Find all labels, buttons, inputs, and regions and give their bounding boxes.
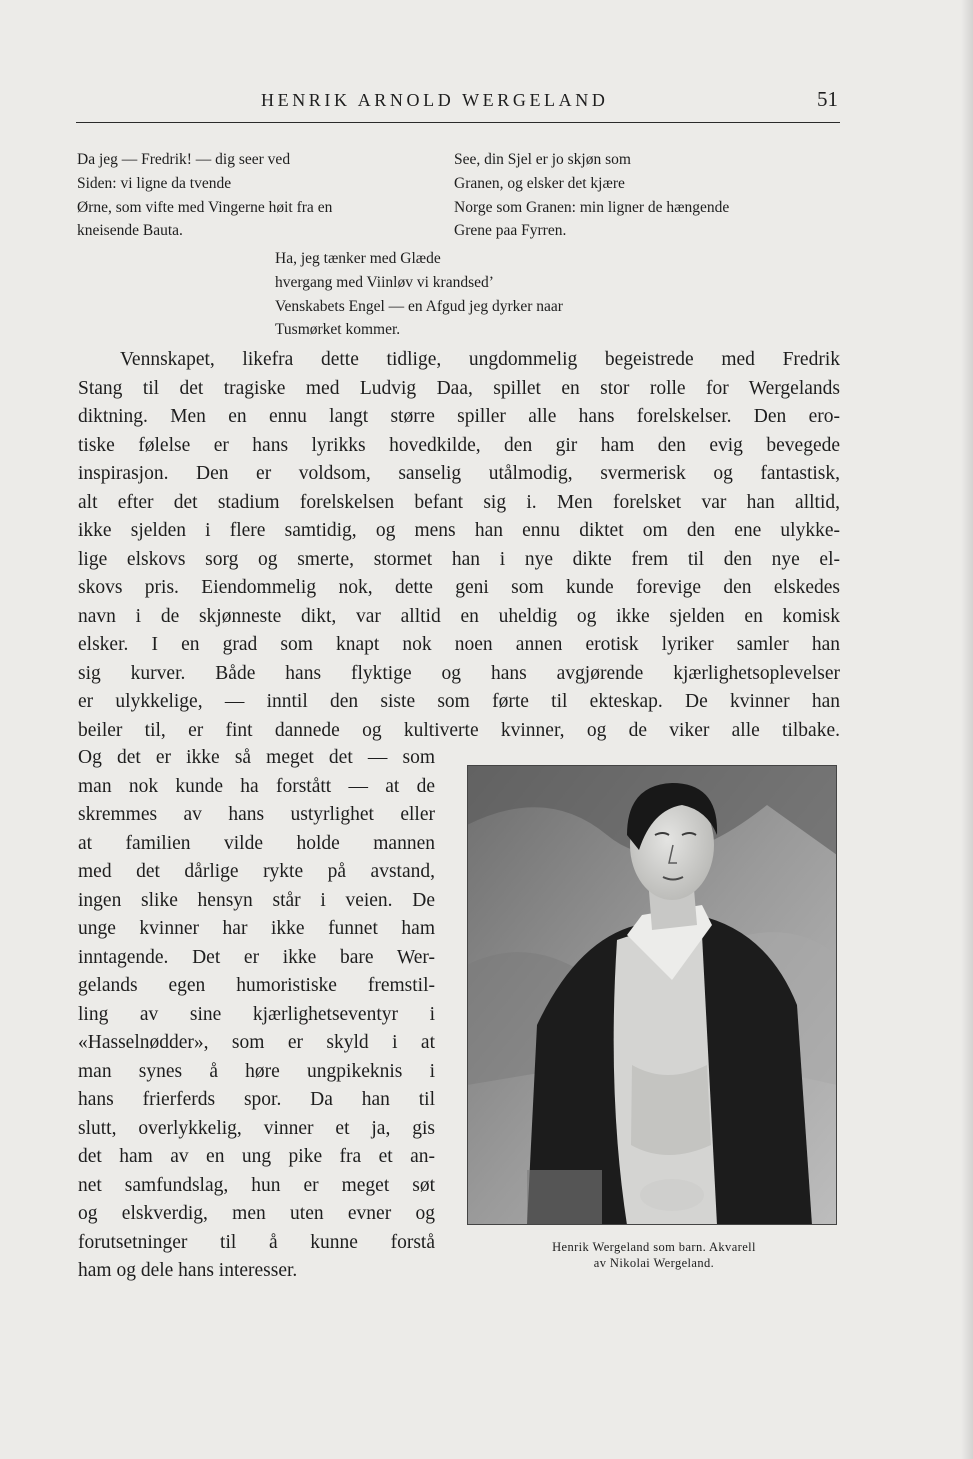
verse-line: Grene paa Fyrren. bbox=[454, 222, 567, 240]
body-line: inspirasjon. Den er voldsom, sanselig utålmodig, svermerisk og fantastisk, bbox=[78, 463, 840, 484]
body-line: tiske følelse er hans lyrikks hovedkilde, den gir ham den evig bevegede bbox=[78, 434, 840, 456]
verse-line: kneisende Bauta. bbox=[77, 222, 183, 240]
verse-line: Granen, og elsker det kjære bbox=[454, 174, 625, 192]
body-line: man synes å høre ungpikeknis i bbox=[78, 1060, 435, 1082]
figure-caption bbox=[500, 1240, 808, 1271]
body-line: ikke sjelden i flere samtidig, og mens han ennu diktet om den ene ulykke- bbox=[78, 520, 840, 541]
body-line: ingen slike hensyn står i veien. De bbox=[78, 889, 435, 911]
body-line: elsker. I en grad som knapt nok noen annen erotisk lyriker samler han bbox=[78, 634, 840, 655]
portrait-watercolor bbox=[467, 765, 837, 1225]
body-line: ling av sine kjærlighetseventyr i bbox=[78, 1003, 435, 1025]
body-line: inntagende. Det er ikke bare Wer- bbox=[78, 946, 435, 968]
body-line: slutt, overlykkelig, vinner et ja, gis bbox=[78, 1117, 435, 1139]
page-edge-shadow bbox=[961, 0, 973, 1459]
body-line: net samfundslag, hun er meget søt bbox=[78, 1174, 435, 1196]
verse-line: Norge som Granen: min ligner de hængende bbox=[454, 198, 730, 216]
body-paragraph bbox=[78, 346, 840, 745]
body-line: Stang til det tragiske med Ludvig Daa, spillet en stor rolle for Wergelands bbox=[78, 377, 840, 399]
body-line: Vennskapet, likefra dette tidlige, ungdommelig begeistrede med Fredrik bbox=[120, 349, 840, 370]
verse-line: Tusmørket kommer. bbox=[275, 321, 401, 339]
running-title: HENRIK ARNOLD WERGELAND bbox=[261, 90, 609, 110]
body-line: Og det er ikke så meget det — som bbox=[78, 747, 435, 768]
verse-line: hvergang med Viinløv vi krandsed’ bbox=[275, 273, 494, 291]
caption-line: av Nikolai Wergeland. bbox=[593, 1255, 715, 1270]
verse-line: Da jeg — Fredrik! — dig seer ved bbox=[77, 151, 291, 168]
body-line: lige elskovs sorg og smerte, stormet han i nye dikte frem til den nye el- bbox=[78, 548, 840, 570]
body-line: hans frierferds spor. Da han til bbox=[78, 1089, 435, 1110]
body-line: gelands egen humoristiske fremstil- bbox=[78, 975, 435, 996]
body-line: at familien vilde holde mannen bbox=[78, 832, 435, 854]
body-line: navn i de skjønneste dikt, var alltid en uheldig og ikke sjelden en komisk bbox=[78, 605, 840, 627]
verse-center bbox=[275, 247, 563, 342]
portrait-illustration bbox=[467, 765, 837, 1225]
body-line: beiler til, er fint dannede og kultiverte kvinner, og de viker alle tilbake. bbox=[78, 719, 840, 741]
body-line: alt efter det stadium forelskelsen befant sig i. Men forelsket var han alltid, bbox=[78, 491, 840, 513]
body-line: ham og dele hans interesser. bbox=[78, 1260, 298, 1281]
page-number: 51 bbox=[817, 87, 838, 111]
caption-line: Henrik Wergeland som barn. Akvarell bbox=[552, 1240, 756, 1254]
verse-right bbox=[454, 148, 729, 243]
body-line: man nok kunde ha forstått — at de bbox=[78, 775, 435, 797]
body-line: sig kurver. Både hans flyktige og hans avgjørende kjærlighetsoplevelser bbox=[78, 662, 840, 684]
body-column-left bbox=[78, 744, 435, 1286]
body-line: diktning. Men en ennu langt større spiller alle hans forelskelser. Den ero- bbox=[78, 406, 840, 427]
verse-line: Siden: vi ligne da tvende bbox=[77, 174, 232, 192]
verse-line: Ørne, som vifte med Vingerne høit fra en bbox=[77, 198, 333, 216]
body-line: skovs pris. Eiendommelig nok, dette geni som kunde forevige den elskedes bbox=[78, 577, 840, 598]
body-line: skremmes av hans ustyrlighet eller bbox=[78, 804, 435, 825]
body-line: unge kvinner har ikke funnet ham bbox=[78, 918, 435, 939]
running-header bbox=[76, 88, 840, 123]
verse-left bbox=[77, 148, 332, 243]
verse-line: Ha, jeg tænker med Glæde bbox=[275, 250, 441, 267]
body-line: det ham av en ung pike fra et an- bbox=[78, 1146, 435, 1167]
body-line: forutsetninger til å kunne forstå bbox=[78, 1231, 435, 1253]
verse-line: See, din Sjel er jo skjøn som bbox=[454, 151, 631, 168]
body-line: «Hasselnødder», som er skyld i at bbox=[78, 1032, 435, 1053]
hand bbox=[640, 1179, 704, 1211]
body-line: og elskverdig, men uten evner og bbox=[78, 1203, 435, 1224]
body-line: med det dårlige rykte på avstand, bbox=[78, 861, 435, 882]
body-line: er ulykkelige, — inntil den siste som førte til ekteskap. De kvinner han bbox=[78, 691, 840, 712]
verse-line: Venskabets Engel — en Afgud jeg dyrker naar bbox=[275, 297, 563, 315]
